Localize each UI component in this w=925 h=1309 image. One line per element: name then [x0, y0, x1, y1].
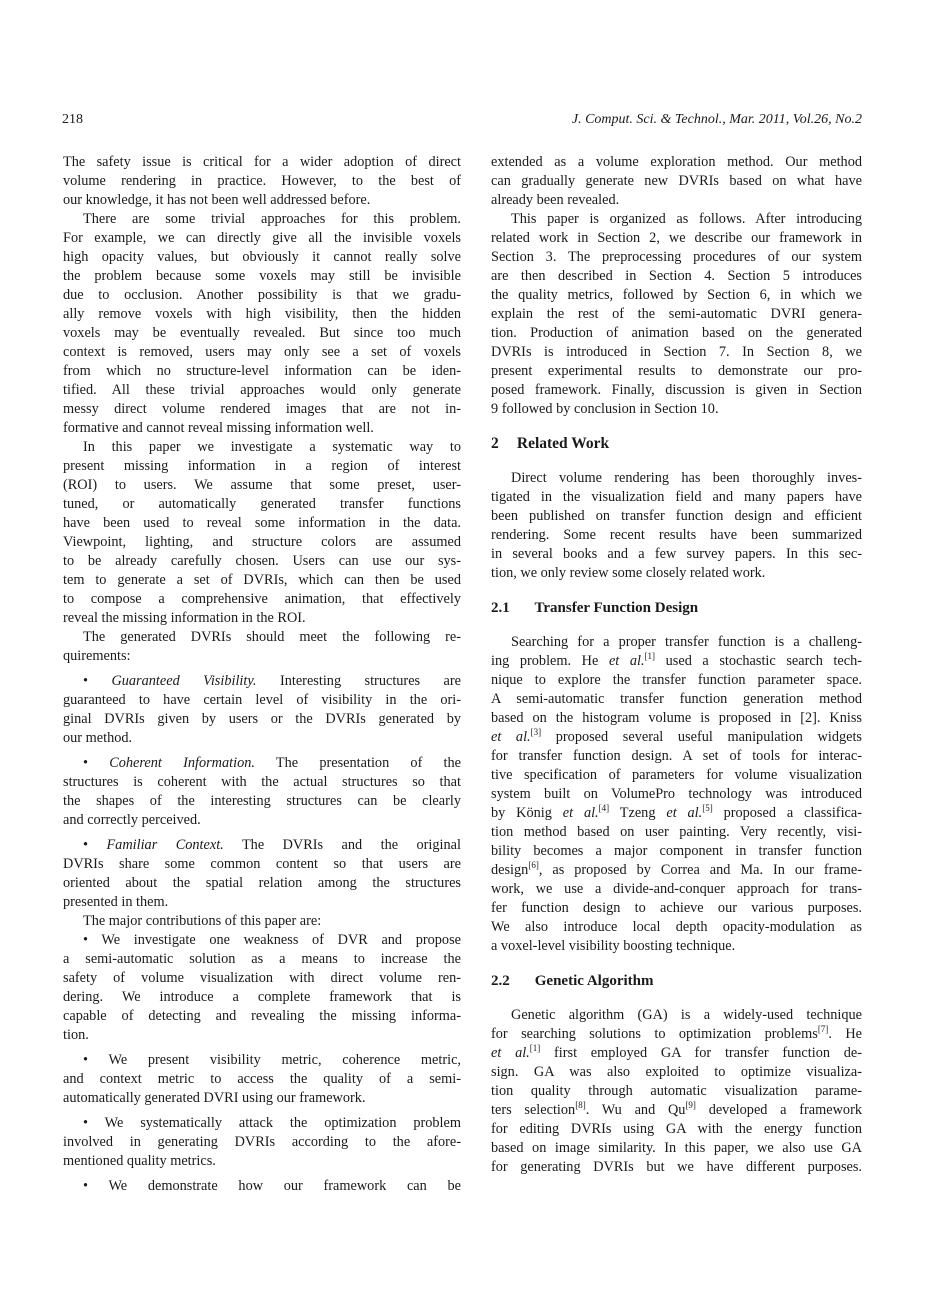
requirement-term: Coherent Information.	[109, 755, 255, 771]
text-line: tion quality through automatic visualization parame-	[491, 1083, 862, 1099]
et-al: et al.	[666, 805, 703, 821]
text-line: and context metric to access the quality of a semi-	[63, 1071, 461, 1087]
citation: [3]	[530, 727, 542, 737]
text-span: proposed a classifica-	[723, 805, 862, 821]
citation: [6]	[528, 860, 539, 870]
text-line: 9 followed by conclusion in Section 10.	[491, 401, 719, 417]
contribution-1	[63, 931, 461, 1045]
text-line: to compose a comprehensive animation, that effectively	[63, 591, 461, 607]
paragraph-transfer-function	[491, 633, 862, 956]
text-line: due to occlusion. Another possibility is that we gradu-	[63, 287, 461, 303]
text-line: tigated in the visualization field and many papers have	[491, 489, 862, 505]
text-line: related work in Section 2, we describe our framework in	[491, 230, 862, 246]
text-line: formative and cannot reveal missing information well.	[63, 420, 374, 436]
requirement-term: Familiar Context.	[106, 837, 224, 853]
text-line: from which no structure-level information can be iden-	[63, 363, 461, 379]
text-line: for editing DVRIs using GA with the energy function	[491, 1121, 862, 1137]
text-line: the problem because some voxels may still be invisible	[63, 268, 461, 284]
text-line: messy direct volume rendered images that are not in-	[63, 401, 461, 417]
text-line: capable of detecting and revealing the missing informa-	[63, 1008, 461, 1024]
text-line: sign. GA was also exploited to optimize visualiza-	[491, 1064, 862, 1080]
text-line: tion method based on user painting. Very recently, visi-	[491, 824, 862, 840]
text-line: • We demonstrate how our framework can be	[83, 1178, 461, 1194]
requirement-coherent-information	[63, 754, 461, 830]
text-line: tive specification of parameters for volume visualization	[491, 767, 862, 783]
text-line: • Coherent Information. The presentation of the	[83, 755, 461, 771]
text-line: tified. All these trivial approaches would only generate	[63, 382, 461, 398]
text-line: Section 3. The preprocessing procedures of our system	[491, 249, 862, 265]
text-line: The safety issue is critical for a wider adoption of direct	[63, 154, 461, 170]
text-span: The DVRIs and the original	[241, 837, 461, 853]
text-line: work, we use a divide-and-conquer approach for trans-	[491, 881, 862, 897]
text-line: tion.	[63, 1027, 89, 1043]
page-number: 218	[62, 112, 83, 127]
text-line: been published on transfer function design and efficient	[491, 508, 862, 524]
citation: [5]	[702, 803, 713, 813]
text-line: DVRIs share some common content so that users are	[63, 856, 461, 872]
text-span: , as proposed by Correa and Ma. In our frame-	[538, 862, 862, 878]
text-line: the shapes of the interesting structures can be clearly	[63, 793, 461, 809]
contribution-4	[63, 1177, 461, 1196]
text-line: extended as a volume exploration method. Our method	[491, 154, 862, 170]
text-span: . Wu and Qu	[585, 1102, 686, 1118]
text-line: based on image similarity. In this paper, we also use GA	[491, 1140, 862, 1156]
citation: [8]	[575, 1100, 586, 1110]
paragraph-genetic-algorithm	[491, 1006, 862, 1177]
section-heading-related-work	[491, 433, 862, 455]
text-span: developed a framework	[708, 1102, 862, 1118]
text-line: the quality metrics, followed by Section 6, in which we	[491, 287, 862, 303]
text-line: for transfer function design. A set of tools for interac-	[491, 748, 862, 764]
text-line: rendering. Some recent results have been summarized	[491, 527, 862, 543]
text-line: • Familiar Context. The DVRIs and the original	[83, 837, 461, 853]
section-number: 2.1	[491, 600, 510, 616]
text-line: explain the rest of the semi-automatic DVRI genera-	[491, 306, 862, 322]
requirement-guaranteed-visibility	[63, 672, 461, 748]
text-line: automatically generated DVRI using our framework.	[63, 1090, 366, 1106]
text-line: fer function design to achieve our various purposes.	[491, 900, 862, 916]
section-title: Genetic Algorithm	[534, 973, 654, 989]
et-al: et al.	[491, 729, 531, 745]
text-line: tem to generate a set of DVRIs, which can then be used	[63, 572, 461, 588]
text-line: • We present visibility metric, coherence metric,	[83, 1052, 461, 1068]
text-line: context is removed, users may only see a set of voxels	[63, 344, 461, 360]
text-line: present experimental results to demonstrate our pro-	[491, 363, 862, 379]
text-line: mentioned quality metrics.	[63, 1153, 216, 1169]
contribution-3	[63, 1114, 461, 1171]
text-line: Searching for a proper transfer function is a challeng-	[511, 634, 862, 650]
text-line: Viewpoint, lighting, and structure colors are assumed	[63, 534, 461, 550]
paragraph-organization	[491, 210, 862, 419]
text-line: In this paper we investigate a systematic way to	[83, 439, 461, 455]
text-line: a voxel-level visibility boosting technique.	[491, 938, 736, 954]
page-header	[62, 112, 862, 132]
text-line: tuned, or automatically generated transfer functions	[63, 496, 461, 512]
section-title: Related Work	[516, 435, 610, 452]
text-line: for generating DVRIs but we have different purposes.	[491, 1159, 862, 1175]
subsection-heading-transfer-function-design	[491, 597, 862, 619]
paragraph-this-paper	[63, 438, 461, 628]
text-span: ters selection	[491, 1102, 576, 1118]
section-number: 2	[491, 435, 499, 452]
text-line: oriented about the spatial relation among the structures	[63, 875, 461, 891]
left-column	[63, 153, 461, 1196]
text-line: ginal DVRIs given by users or the DVRIs generated by	[63, 711, 461, 727]
text-line: nique to explore the transfer function parameter space.	[491, 672, 862, 688]
text-line: voxels may be eventually revealed. But since too much	[63, 325, 461, 341]
requirement-term: Guaranteed Visibility.	[111, 673, 257, 689]
contribution-2	[63, 1051, 461, 1108]
text-span: ing problem. He	[491, 653, 599, 669]
paragraph-related-work	[491, 469, 862, 583]
text-line	[491, 861, 862, 880]
text-line: tion, we only review some closely related work.	[491, 565, 766, 581]
text-line	[491, 652, 862, 671]
text-line	[491, 1044, 862, 1063]
text-line	[491, 728, 862, 747]
journal-citation: J. Comput. Sci. & Technol., Mar. 2011, Vol.26, No.2	[571, 112, 862, 127]
text-line: The generated DVRIs should meet the following re-	[83, 629, 461, 645]
et-al: et al.	[562, 805, 599, 821]
paragraph-exploration	[491, 153, 862, 210]
text-line: • Guaranteed Visibility. Interesting structures are	[83, 673, 461, 689]
text-span: proposed several useful manipulation widgets	[555, 729, 862, 745]
text-line: A semi-automatic transfer function generation method	[491, 691, 862, 707]
text-line: high opacity values, but obviously it cannot really solve	[63, 249, 461, 265]
text-line: quirements:	[63, 648, 131, 664]
text-line: can gradually generate new DVRIs based on what have	[491, 173, 862, 189]
citation: [4]	[598, 803, 610, 813]
section-number: 2.2	[491, 973, 510, 989]
text-line: safety of volume visualization with direct volume ren-	[63, 970, 461, 986]
text-line: volume rendering in practice. However, to the best of	[63, 173, 461, 189]
text-line: bility becomes a major component in transfer function	[491, 843, 862, 859]
requirement-familiar-context	[63, 836, 461, 912]
paragraph-safety	[63, 153, 461, 210]
subsection-heading-genetic-algorithm	[491, 970, 862, 992]
paragraph-requirements-intro	[63, 628, 461, 666]
text-line: This paper is organized as follows. After introducing	[511, 211, 862, 227]
text-line: For example, we can directly give all the invisible voxels	[63, 230, 461, 246]
et-al: et al.	[608, 653, 645, 669]
text-line: and correctly perceived.	[63, 812, 201, 828]
citation: [1]	[644, 651, 656, 661]
text-line: • We systematically attack the optimization problem	[83, 1115, 461, 1131]
et-al: et al.	[491, 1045, 530, 1061]
text-line: There are some trivial approaches for this problem.	[83, 211, 461, 227]
text-line: dering. We introduce a complete framework that is	[63, 989, 461, 1005]
text-line: Genetic algorithm (GA) is a widely-used technique	[511, 1007, 862, 1023]
text-line: our method.	[63, 730, 133, 746]
text-line: system built on VolumePro technology was introduced	[491, 786, 862, 802]
text-line	[491, 1025, 862, 1044]
text-span: first employed GA for transfer function de-	[554, 1045, 862, 1061]
text-span: The presentation of the	[275, 755, 461, 771]
text-line: based on the histogram volume is proposed in [2]. Kniss	[491, 710, 862, 726]
text-line: already been revealed.	[491, 192, 620, 208]
text-line: We also introduce local depth opacity-modulation as	[491, 919, 862, 935]
text-line: present missing information in a region of interest	[63, 458, 461, 474]
text-line: presented in them.	[63, 894, 169, 910]
text-line: structures is coherent with the actual structures so that	[63, 774, 461, 790]
paragraph-trivial-approaches	[63, 210, 461, 438]
text-line: Direct volume rendering has been thoroughly inves-	[511, 470, 862, 486]
text-line: a semi-automatic solution as a means to increase the	[63, 951, 461, 967]
text-span: . He	[828, 1026, 862, 1042]
text-line: in several books and a few survey papers. In this sec-	[491, 546, 862, 562]
text-line: (ROI) to users. We assume that some preset, user-	[63, 477, 461, 493]
text-span: Interesting structures are	[279, 673, 461, 689]
text-span: for searching solutions to optimization problems	[491, 1026, 818, 1042]
citation: [1]	[529, 1043, 541, 1053]
text-span: by König	[491, 805, 552, 821]
text-line	[491, 804, 862, 823]
text-span: used a stochastic search tech-	[665, 653, 863, 669]
contributions-intro: The major contributions of this paper are:	[83, 913, 322, 929]
text-line: • We investigate one weakness of DVR and propose	[83, 932, 461, 948]
text-line	[491, 1101, 862, 1120]
citation: [7]	[817, 1024, 829, 1034]
text-line: to be already carefully chosen. Users can use our sys-	[63, 553, 461, 569]
text-line: are then described in Section 4. Section 5 introduces	[491, 268, 862, 284]
text-line: ally remove voxels with high visibility, then the hidden	[63, 306, 461, 322]
text-span: design	[491, 862, 529, 878]
text-span: Tzeng	[619, 805, 656, 821]
text-line: our knowledge, it has not been well addressed before.	[63, 192, 371, 208]
text-line: tion. Production of animation based on the generated	[491, 325, 862, 341]
right-column	[491, 153, 862, 1177]
text-line: have been used to reveal some information in the data.	[63, 515, 461, 531]
section-title: Transfer Function Design	[534, 600, 699, 616]
text-line: posed framework. Finally, discussion is given in Section	[491, 382, 862, 398]
text-line: guaranteed to have certain level of visibility in the ori-	[63, 692, 461, 708]
text-line: DVRIs is introduced in Section 7. In Section 8, we	[491, 344, 862, 360]
text-line: reveal the missing information in the ROI.	[63, 610, 306, 626]
citation: [9]	[685, 1100, 696, 1110]
text-line: involved in generating DVRIs according to the afore-	[63, 1134, 461, 1150]
